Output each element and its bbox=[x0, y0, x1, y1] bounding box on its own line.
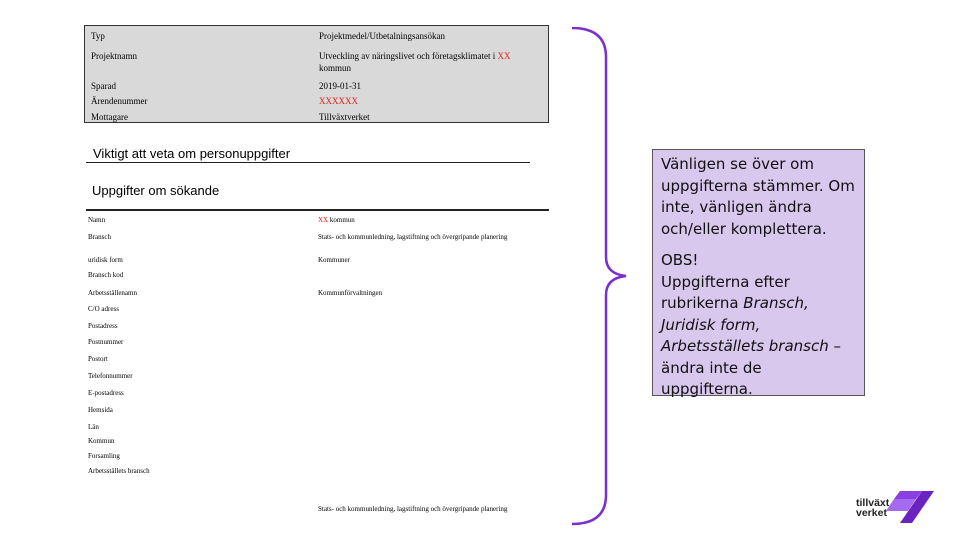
callout-obs: OBS! bbox=[661, 251, 699, 269]
field-label: Bransch bbox=[88, 233, 111, 241]
field-label: Telefonnummer bbox=[88, 372, 133, 380]
field-label: Postadress bbox=[88, 322, 118, 330]
field-label: Arbetsställenamn bbox=[88, 289, 137, 297]
field-value: XX kommun bbox=[318, 216, 355, 224]
field-label: Bransch kod bbox=[88, 271, 124, 279]
case-number-label: Ärendenummer bbox=[91, 96, 148, 106]
type-value: Projektmedel/Utbetalningsansökan bbox=[319, 31, 445, 41]
field-value: Kommuner bbox=[318, 256, 350, 264]
field-value: Stats- och kommunledning, lagstiftning och övergripande planering bbox=[318, 505, 508, 513]
project-name-label: Projektnamn bbox=[91, 51, 137, 61]
field-label: Hemsida bbox=[88, 406, 113, 414]
field-label: Postnummer bbox=[88, 338, 124, 346]
field-label: Namn bbox=[88, 216, 106, 224]
field-label: Postort bbox=[88, 355, 108, 363]
saved-label: Sparad bbox=[91, 81, 116, 91]
field-label: Forsamling bbox=[88, 452, 120, 460]
project-name-value: Utveckling av näringslivet och företagsklimatet i XX bbox=[319, 51, 511, 61]
field-value: Kommunförvaltningen bbox=[318, 289, 383, 297]
callout-text: Vänligen se över om uppgifterna stämmer. Om inte, vänligen ändra och/eller komplettera. bbox=[661, 155, 855, 238]
field-value: Stats- och kommunledning, lagstiftning och övergripande planering bbox=[318, 233, 508, 241]
section-divider bbox=[86, 209, 549, 211]
section-important-heading: Viktigt att veta om personuppgifter bbox=[93, 146, 291, 161]
callout-box bbox=[652, 149, 865, 396]
logo-text: tillväxt verket bbox=[856, 497, 890, 519]
field-label: uridisk form bbox=[88, 256, 123, 264]
field-label: E-postadress bbox=[88, 389, 124, 397]
section-applicant-heading: Uppgifter om sökande bbox=[92, 183, 220, 198]
recipient-label: Mottagare bbox=[91, 112, 128, 122]
right-brace bbox=[570, 27, 630, 527]
type-label: Typ bbox=[91, 31, 105, 41]
tillvaxtverket-logo bbox=[856, 487, 936, 527]
project-name-value-line2: kommun bbox=[319, 63, 352, 73]
saved-value: 2019-01-31 bbox=[319, 81, 361, 91]
section-divider bbox=[86, 162, 530, 163]
callout-note: Uppgifterna efter rubrikerna Bransch, Juridisk form, Arbetsställets bransch – ändra inte de uppgifterna. bbox=[661, 272, 842, 398]
recipient-value: Tillväxtverket bbox=[319, 112, 370, 122]
field-label: Kommun bbox=[88, 437, 115, 445]
field-label: Län bbox=[88, 423, 99, 431]
summary-box bbox=[84, 25, 549, 123]
case-number-value: XXXXXX bbox=[319, 96, 358, 106]
field-label: Arbetsställets bransch bbox=[88, 467, 150, 475]
field-label: C/O adress bbox=[88, 305, 119, 313]
